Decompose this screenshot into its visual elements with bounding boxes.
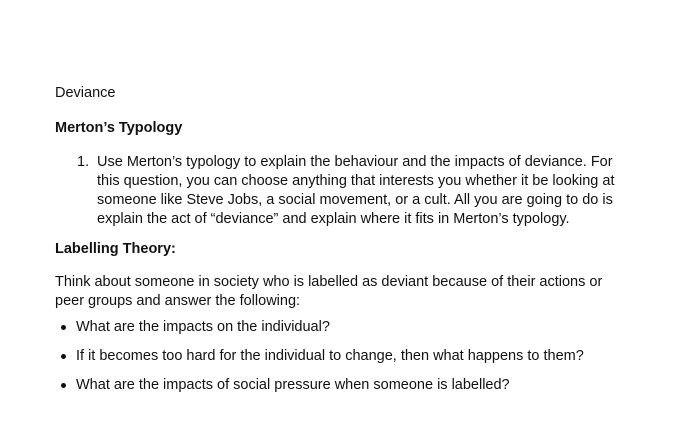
- bullet-item: [55, 318, 675, 337]
- paragraph-line: peer groups and answer the following:: [55, 293, 301, 309]
- list-number: 1.: [77, 154, 90, 170]
- paragraph-line: Think about someone in society who is labelled as deviant because of their actions or: [55, 274, 603, 290]
- numbered-list: [55, 153, 655, 229]
- numbered-list-item: [55, 153, 655, 229]
- bullet-text: If it becomes too hard for the individual to change, then what happens to them?: [76, 348, 584, 364]
- bullet-icon: [61, 383, 66, 388]
- list-item-line: Use Merton’s typology to explain the behaviour and the impacts of deviance. For: [97, 154, 613, 170]
- section-heading-labelling-theory: Labelling Theory:: [55, 241, 176, 257]
- bullet-icon: [61, 354, 66, 359]
- section-heading-mertons-typology: Merton’s Typology: [55, 120, 183, 136]
- intro-paragraph: [55, 273, 655, 311]
- bullet-item: [55, 347, 675, 366]
- list-item-line: someone like Steve Jobs, a social movement, or a cult. All you are going to do is: [97, 192, 613, 208]
- bullet-text: What are the impacts of social pressure when someone is labelled?: [76, 377, 510, 393]
- bullet-text: What are the impacts on the individual?: [76, 319, 330, 335]
- bullet-list: [55, 318, 675, 405]
- list-item-line: this question, you can choose anything that interests you whether it be looking at: [97, 173, 615, 189]
- bullet-icon: [61, 325, 66, 330]
- bullet-item: [55, 376, 675, 395]
- document-title: Deviance: [55, 85, 116, 101]
- list-item-line: explain the act of “deviance” and explain where it fits in Merton’s typology.: [97, 211, 570, 227]
